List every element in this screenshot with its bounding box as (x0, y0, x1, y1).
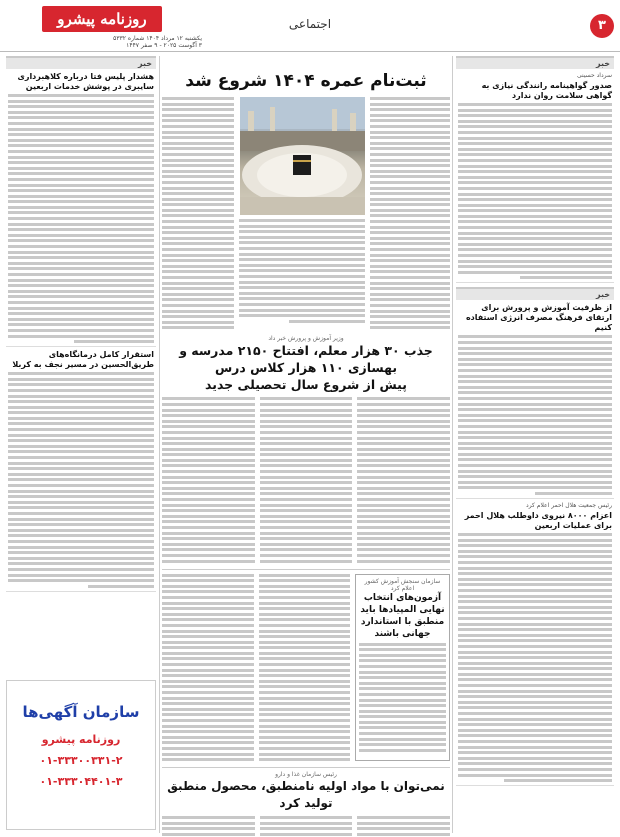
article-body (162, 397, 255, 562)
date-line: یکشنبه ۱۲ مرداد ۱۴۰۴ شماره ۵۳۳۲ ۳ آگوست ۲۰۲۵ - ۹ صفر ۱۴۴۷ (113, 35, 202, 49)
news-tag: خبر (6, 56, 156, 69)
box-headline[interactable]: آزمون‌های انتخاب نهایی المپیادها باید منطبق با استاندارد جهانی باشند (360, 592, 445, 639)
article-body (458, 533, 612, 782)
article-headline[interactable]: هشدار پلیس فتا درباره کلاهبرداری سایبری در پوشش خدمات اربعین (17, 72, 154, 91)
article (456, 69, 614, 283)
section-title: اجتماعی (288, 17, 332, 31)
article-body (162, 97, 234, 329)
box-kicker: سازمان سنجش آموزش کشور اعلام کرد (364, 577, 441, 592)
article-body (8, 94, 154, 343)
bottom-kicker: رئیس سازمان غذا و دارو (162, 767, 450, 778)
article-body (162, 574, 254, 762)
article-body (370, 97, 450, 329)
article-body (8, 372, 154, 588)
article-headline[interactable]: استقرار کامل درمانگاه‌های طریق‌الحسین در مسیر نجف به کربلا (12, 350, 154, 370)
article-headline[interactable]: صدور گواهینامه رانندگی نیازی به گواهی سلامت روان ندارد (481, 81, 612, 100)
ad-title: سازمان آگهی‌ها (22, 703, 140, 721)
bottom-story (162, 816, 450, 837)
mid-headline-2[interactable]: پیش از شروع سال تحصیلی جدید (205, 377, 407, 393)
column-divider (159, 56, 160, 833)
article-headline[interactable]: اعزام ۸۰۰۰ نیروی داوطلب هلال احمر برای عملیات اربعین (464, 511, 612, 531)
article-headline[interactable]: از ظرفیت آموزش و پرورش برای ارتقای فرهنگ مصرف انرژی استفاده کنیم (465, 303, 612, 333)
article-body (359, 643, 446, 752)
article (456, 300, 614, 499)
column-divider (452, 56, 453, 833)
masthead (0, 0, 620, 52)
mid-story (162, 397, 450, 562)
article-body (239, 219, 365, 323)
bottom-headline[interactable]: نمی‌توان با مواد اولیه نامنطبق، محصول منطبق تولید کرد (167, 779, 445, 811)
article-body (357, 816, 450, 837)
article (456, 499, 614, 786)
photo-image (240, 97, 365, 215)
ad-phone[interactable]: ۰۱-۳۳۳۰۴۴۰۱-۳ (39, 775, 123, 788)
ad-phone[interactable]: ۰۱-۳۳۳۰۰۳۳۱-۲ (39, 754, 123, 767)
mid-kicker: وزیر آموزش و پرورش خبر داد (268, 335, 344, 343)
page-number: ۳ (590, 14, 614, 38)
left-column (6, 56, 156, 592)
article (6, 69, 156, 347)
boxed-article (355, 574, 450, 762)
top-story (162, 97, 450, 329)
article-kicker: رئیس جمعیت هلال احمر اعلام کرد (526, 502, 612, 510)
article-body (458, 335, 612, 495)
article-body (162, 816, 255, 837)
article-body (260, 816, 353, 837)
article-author: سرداد حسینی (577, 72, 612, 79)
box-story-row (162, 569, 450, 762)
right-column (456, 56, 614, 786)
newspaper-logo: روزنامه پیشرو (42, 6, 162, 32)
kaaba-photo (240, 97, 365, 215)
news-tag: خبر (456, 56, 614, 69)
article-body (458, 103, 612, 279)
main-column (162, 56, 450, 837)
mid-headline[interactable]: جذب ۳۰ هزار معلم، افتتاح ۲۱۵۰ مدرسه و بهسازی ۱۱۰ هزار کلاس درس (179, 343, 433, 376)
top-headline[interactable]: ثبت‌نام عمره ۱۴۰۴ شروع شد (185, 71, 427, 91)
article-with-photo (239, 97, 365, 329)
article (6, 347, 156, 592)
ad-brand: روزنامه پیشرو (41, 733, 121, 746)
advertising-box[interactable] (6, 680, 156, 830)
article-body (260, 397, 353, 562)
news-tag: خبر (456, 287, 614, 300)
article-body (357, 397, 450, 562)
article-body (259, 574, 351, 762)
